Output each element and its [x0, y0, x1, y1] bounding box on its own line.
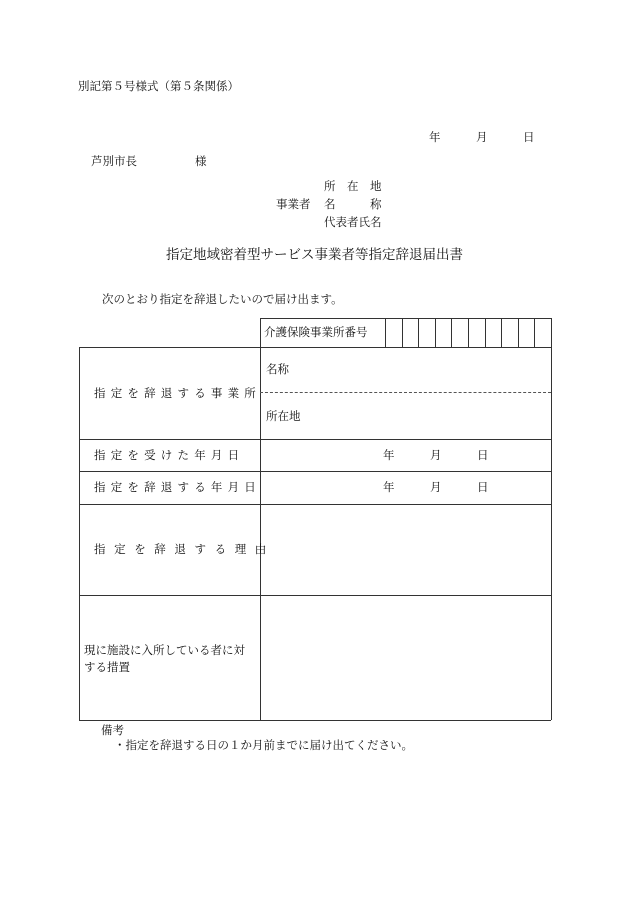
- received-date-label: 指定を受けた年月日: [94, 448, 245, 462]
- date-year-label: 年: [429, 130, 441, 144]
- insurance-number-label: 介護保険事業所番号: [264, 325, 368, 339]
- office-address-label: 所在地: [266, 409, 301, 423]
- document-title: 指定地域密着型サービス事業者等指定辞退届出書: [166, 247, 463, 263]
- received-day-label: 日: [477, 448, 489, 462]
- residents-measures-label: 現に施設に入所している者に対する措置: [84, 643, 245, 674]
- form-reference: 別記第５号様式（第５条関係）: [78, 79, 239, 93]
- date-day-label: 日: [523, 130, 535, 144]
- intro-text: 次のとおり指定を辞退したいので届け出ます。: [102, 292, 343, 306]
- withdraw-month-label: 月: [430, 480, 442, 494]
- withdraw-year-label: 年: [383, 480, 395, 494]
- withdraw-day-label: 日: [477, 480, 489, 494]
- withdraw-date-label: 指定を辞退する年月日: [94, 480, 261, 494]
- applicant-name-label-2: 称: [370, 197, 382, 211]
- remarks-heading: 備考: [101, 723, 124, 737]
- received-month-label: 月: [430, 448, 442, 462]
- applicant-name-label-1: 名: [324, 197, 336, 211]
- office-label: 指定を辞退する事業所: [94, 386, 261, 400]
- addressee: 芦別市長: [91, 154, 137, 168]
- date-month-label: 月: [476, 130, 488, 144]
- remarks-note: ・指定を辞退する日の１か月前までに届け出てください。: [114, 738, 413, 752]
- received-year-label: 年: [383, 448, 395, 462]
- applicant-group-label: 事業者: [276, 197, 311, 211]
- applicant-address-label: 所 在 地: [324, 179, 382, 193]
- applicant-representative-label: 代表者氏名: [324, 215, 382, 229]
- office-name-label: 名称: [266, 362, 289, 376]
- reason-label: 指定を辞退する理由: [94, 542, 275, 556]
- addressee-honorific: 様: [195, 154, 207, 168]
